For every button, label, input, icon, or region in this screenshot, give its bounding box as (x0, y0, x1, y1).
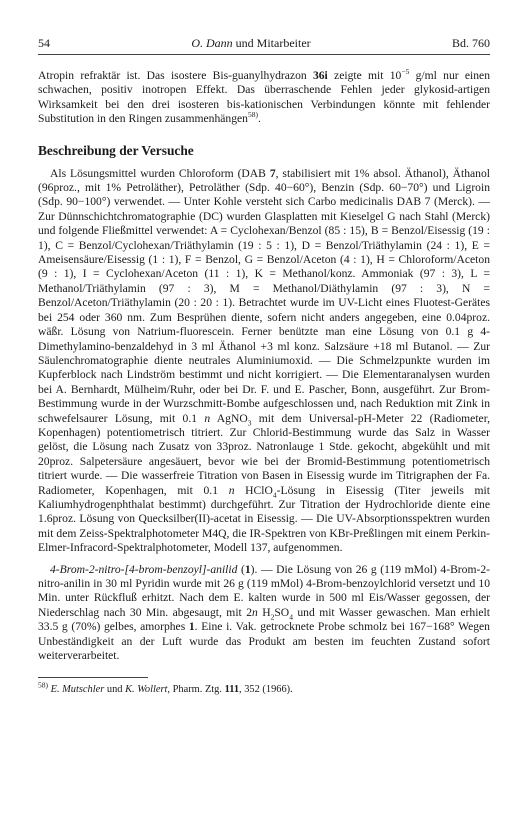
subscript: 4 (289, 612, 293, 622)
running-title (191, 36, 310, 50)
methods-text: -Lösung in Eisessig (Titer jeweils mit Kaliumhydrogenphthalat bestimmt) durchgeführt. Zur Titration der Hydrochloride diente eine 1.6proz. Lösung von Quecksilber(II)-acetat in Eisessig. — Die UV-Absorptionsspektren wurden mit dem Zeiss-Spektralphotometer M4Q, die IR-Spektren von KBr-Preßlingen mit einem Perkin-Elmer-Infracord-Spektralphotometer, Modell 137, aufgenommen. (38, 483, 490, 555)
volume-label: Bd. 760 (451, 36, 490, 50)
running-author-suffix: und Mitarbeiter (232, 36, 311, 50)
experiment-text: H (257, 605, 271, 619)
running-head (38, 36, 490, 55)
normality-symbol: n (204, 411, 211, 425)
normality-symbol: n (252, 605, 258, 619)
footnote-divider (38, 677, 148, 678)
footnote-text: und (104, 684, 126, 696)
methods-text: AgNO (210, 411, 248, 425)
experiment-title: 4-Brom-2-nitro-[4-brom-benzoyl]-anilid (50, 562, 238, 576)
intro-text: Atropin refraktär ist. Das isostere Bis-guanylhydrazon (38, 69, 313, 82)
page-number: 54 (38, 36, 50, 50)
compound-label: 36i (312, 69, 328, 82)
experiment-paragraph (38, 563, 490, 664)
intro-text: g/ml nur einen schwachen, positiv inotropen Effekt. Das überraschende Fehlen jeder glykosid-artigen Wirksamkeit bei den drei isosteren bis-kationischen Verbindungen könnte mit fehlender Substitution in den Ringen zusammenhängen (38, 69, 490, 126)
experiment-text: SO (274, 605, 290, 619)
footnote (38, 680, 490, 696)
methods-text: mit dem Universal-pH-Meter 22 (Radiometer, Kopenhagen) potentiometrisch titriert. Zur Chlorid-Bestimmung wurde das Salz in Wasser gelöst, die Lösung nach Zusatz von 33proz. Natronlauge 1 Stde. gekocht, abgekühlt und mit 20proz. Salpetersäure angesäuert, bevor wie bei der Bromid-Bestimmung potentiometrisch titriert wurde. — Die wasserfreie Titration von Basen in Eisessig wurde im Titrigraphen der Fa. Radiometer, Kopenhagen, mit 0.1 (38, 411, 490, 497)
compound-number: 1 (244, 562, 251, 576)
footnote-volume: 111 (224, 684, 240, 696)
subscript: 4 (272, 489, 277, 499)
footnote-number: 58) (38, 680, 48, 690)
intro-paragraph (38, 69, 490, 127)
methods-text: , stabilisiert mit 1% absol. Äthanol), Äthanol (96proz., mit 1% Petroläther), Petroläther (Sdp. 40−60°), Benzin (Sdp. 60−70°) und Ligroin (Sdp. 90−100°) verwendet. — Unter Kohle versteht sich Carbo medicinalis DAB 7 (Merck). — Zur Dünnschichtchromatographie (DC) wurden Glasplatten mit Kieselgel G nach Stahl (Merck) und folgende Fließmittel verwendet: A = Cyclohexan/Benzol (85 : 15), B = Benzol/Eisessig (19 : 1), C = Benzol/Cyclohexan/Triäthylamin (19 : 5 : 1), D = Benzol/Triäthylamin (24 : 1), E = Ameisensäure/Eisessig (1 : 1), F = Benzol, G = Benzol/Aceton (4 : 1), H = Chloroform/Aceton (9 : 1), I = Cyclohexan/Aceton (11 : 1), K = Methanol/konz. Ammoniak (97 : 3), L = Methanol/Triäthylamin (97 : 3), M = Methanol/Diäthylamin (97 : 3), N = Benzol/Aceton/Triäthylamin (20 : 20 : 1). Betrachtet wurde im UV-Licht eines Fluotest-Gerätes bei 254 oder 360 nm. Zum Besprühen diente, sofern nicht anders angegeben, eine 0.04proz. wäßr. Lösung von Natrium-fluorescein. Ferner benützte man eine Lösung von 0.1 g 4-Dimethylamino-benzaldehyd in 3 ml Äthanol +3 ml konz. Salzsäure +18 ml Butanol. — Zur Säulenchromatographie diente neutrales Aluminiumoxid. — Die Schmelzpunkte wurden im Kupferblock nach Lindström bestimmt und nicht korrigiert. — Die Elementaranalysen wurden bei A. Bernhardt, Mülheim/Ruhr, oder bei Dr. F. und E. Pascher, Bonn, ausgeführt. Zur Brom-Bestimmung wurde in der Wurzschmitt-Bombe aufgeschlossen und, nach Reduktion mit Zink in schwefelsaurer Lösung, mit 0.1 (38, 166, 490, 425)
exponent: −5 (401, 67, 410, 77)
methods-text: HClO (234, 483, 273, 497)
methods-paragraph (38, 167, 490, 556)
page (38, 36, 490, 696)
intro-text: zeigte mit 10 (327, 69, 402, 82)
experiment-text: ). — Die Lösung von 26 g (119 mMol) 4-Brom-2-nitro-anilin in 30 ml Pyridin wurde mit 26 g (119 mMol) 4-Brom-benzoylchlorid versetzt und 10 Min. unter Rückfluß erhitzt. Nach dem E. kalten wurde in 500 ml Eis/Wasser gegossen, der Niederschlag nach 30 Min. abgesaugt, mit 2 (38, 562, 490, 619)
experiment-text: ( (237, 562, 245, 576)
intro-text: . (257, 112, 261, 126)
normality-symbol: n (228, 483, 235, 497)
subscript: 3 (247, 417, 252, 427)
experiment-text: und mit Wasser gewaschen. Man erhielt 33.5 g (70%) gelbes, amorphes (38, 605, 490, 634)
footnote-author: K. Wollert (125, 684, 168, 696)
compound-number: 1 (188, 620, 195, 634)
methods-bold: 7 (269, 166, 276, 180)
footnote-ref[interactable]: 58) (247, 110, 258, 120)
methods-text: Als Lösungsmittel wurden Chloroform (DAB (50, 166, 270, 180)
experiment-text: . Eine i. Vak. getrocknete Probe schmolz bei 167−168° Wegen Unbeständigkeit an der Luft wurde das Produkt am besten im feuchten Zustand sofort weiterverarbeitet. (38, 620, 490, 663)
running-author: O. Dann (191, 36, 233, 50)
subscript: 2 (270, 612, 275, 622)
section-heading: Beschreibung der Versuche (38, 142, 194, 158)
footnote-author: E. Mutschler (50, 684, 105, 696)
footnote-text: , 352 (1966). (239, 684, 293, 696)
footnote-journal: , Pharm. Ztg. (167, 684, 225, 696)
